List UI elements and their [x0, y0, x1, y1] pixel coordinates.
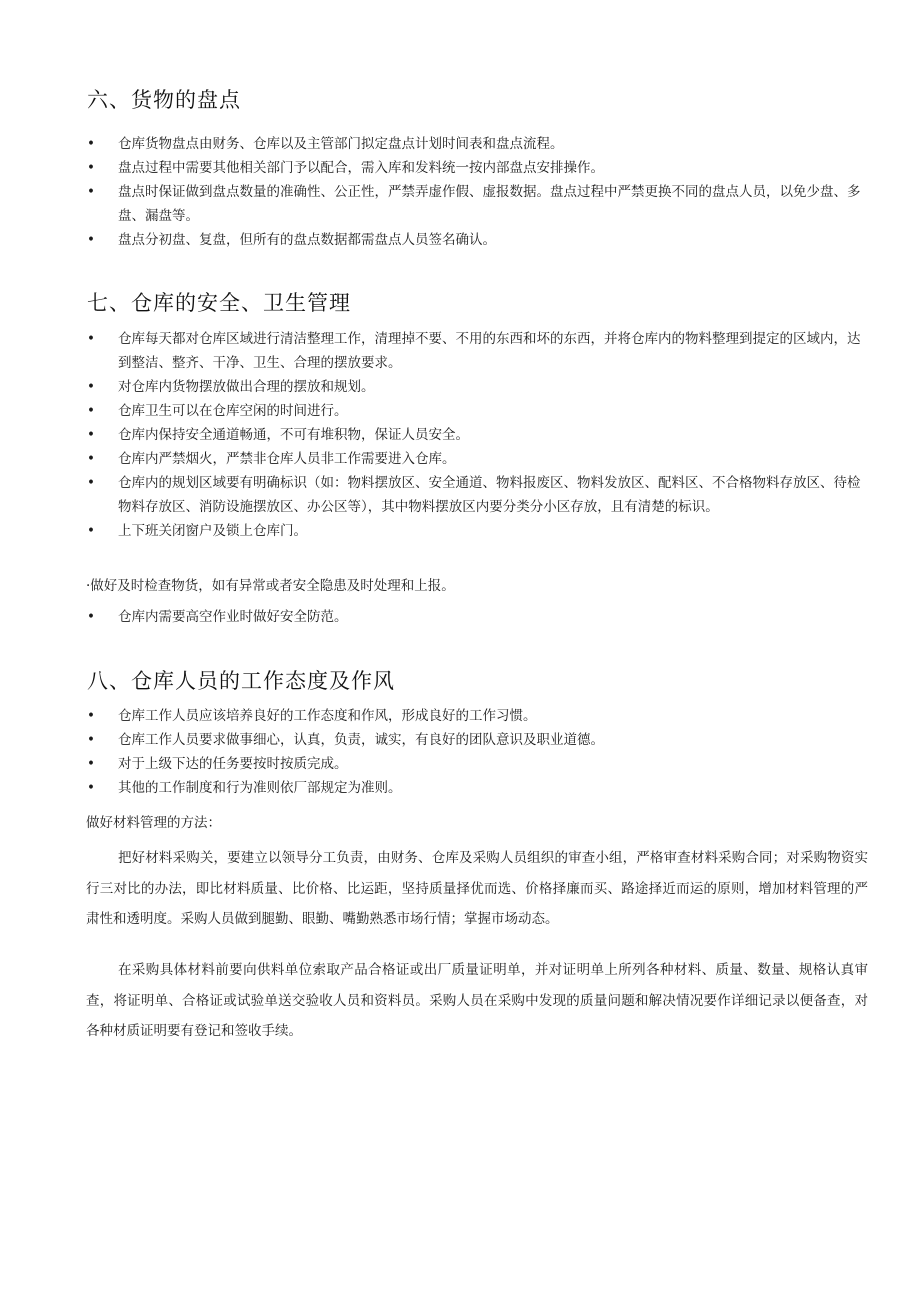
bullet-icon: • — [87, 136, 95, 152]
list-item: • 仓库工作人员要求做事细心，认真，负责，诚实，有良好的团队意识及职业道德。 — [86, 728, 866, 752]
section-8-list — [86, 704, 866, 800]
bullet-icon: • — [87, 523, 95, 539]
methods-paragraph-1: 把好材料采购关，要建立以领导分工负责，由财务、仓库及采购人员组织的审查小组，严格审查材料采购合同；对采购物资实行三对比的办法，即比材料质量、比价格、比运距，坚持质量择优而选、价格择廉而买、路途择近而运的原则，增加材料管理的严肃性和透明度。采购人员做到腿勤、眼勤、嘴勤熟悉市场行情；掌握市场动态。 — [86, 850, 868, 927]
list-item: • 盘点过程中需要其他相关部门予以配合，需入库和发料统一按内部盘点安排操作。 — [86, 156, 866, 180]
bullet-icon: • — [87, 708, 95, 724]
bullet-icon: • — [87, 232, 95, 248]
bullet-icon: • — [87, 756, 95, 772]
section-6-list — [86, 132, 866, 252]
methods-heading: 做好材料管理的方法： — [86, 815, 221, 831]
list-item: • 仓库货物盘点由财务、仓库以及主管部门拟定盘点计划时间表和盘点流程。 — [86, 132, 866, 156]
section-7-title: 七、仓库的安全、卫生管理 — [87, 291, 351, 315]
bullet-icon: • — [87, 331, 95, 347]
list-item: • 盘点时保证做到盘点数量的准确性、公正性，严禁弄虚作假、虚报数据。盘点过程中严禁更换不同的盘点人员，以免少盘、多盘、漏盘等。 — [86, 180, 866, 228]
list-item: • 仓库内保持安全通道畅通，不可有堆积物，保证人员安全。 — [86, 423, 866, 447]
loose-line: ·做好及时检查物货，如有异常或者安全隐患及时处理和上报。 — [86, 578, 455, 594]
list-item: • 仓库内需要高空作业时做好安全防范。 — [86, 605, 866, 629]
section-7-list — [86, 327, 866, 543]
list-item: • 盘点分初盘、复盘，但所有的盘点数据都需盘点人员签名确认。 — [86, 228, 866, 252]
bullet-icon: • — [87, 379, 95, 395]
bullet-icon: • — [87, 160, 95, 176]
bullet-icon: • — [87, 780, 95, 796]
methods-paragraph-2: 在采购具体材料前要向供料单位索取产品合格证或出厂质量证明单，并对证明单上所列各种材料、质量、数量、规格认真审查，将证明单、合格证或试验单送交验收人员和资料员。采购人员在采购中发现的质量问题和解决情况要作详细记录以便备查，对各种材质证明要有登记和签收手续。 — [86, 962, 868, 1039]
bullet-icon: • — [87, 609, 95, 625]
bullet-icon: • — [87, 403, 95, 419]
bullet-icon: • — [87, 475, 95, 491]
list-item: • 仓库内严禁烟火，严禁非仓库人员非工作需要进入仓库。 — [86, 447, 866, 471]
list-item: • 上下班关闭窗户及锁上仓库门。 — [86, 519, 866, 543]
list-item: • 仓库工作人员应该培养良好的工作态度和作风，形成良好的工作习惯。 — [86, 704, 866, 728]
bullet-icon: • — [87, 184, 95, 200]
list-item: • 对于上级下达的任务要按时按质完成。 — [86, 752, 866, 776]
bullet-icon: • — [87, 427, 95, 443]
list-item: • 仓库每天都对仓库区域进行清洁整理工作，清理掉不要、不用的东西和坏的东西，并将仓库内的物料整理到提定的区域内，达到整洁、整齐、干净、卫生、合理的摆放要求。 — [86, 327, 866, 375]
list-item: • 仓库内的规划区域要有明确标识（如：物料摆放区、安全通道、物料报废区、物料发放区、配料区、不合格物料存放区、待检物料存放区、消防设施摆放区、办公区等），其中物料摆放区内要分类分小区存放，且有清楚的标识。 — [86, 471, 866, 519]
bullet-icon: • — [87, 732, 95, 748]
section-8-title: 八、仓库人员的工作态度及作风 — [87, 669, 395, 693]
list-item: • 其他的工作制度和行为准则依厂部规定为准则。 — [86, 776, 866, 800]
list-item: • 仓库卫生可以在仓库空闲的时间进行。 — [86, 399, 866, 423]
section-6-title: 六、货物的盘点 — [87, 88, 241, 112]
bullet-icon: • — [87, 451, 95, 467]
section-7-list-tail — [86, 605, 866, 629]
list-item: • 对仓库内货物摆放做出合理的摆放和规划。 — [86, 375, 866, 399]
